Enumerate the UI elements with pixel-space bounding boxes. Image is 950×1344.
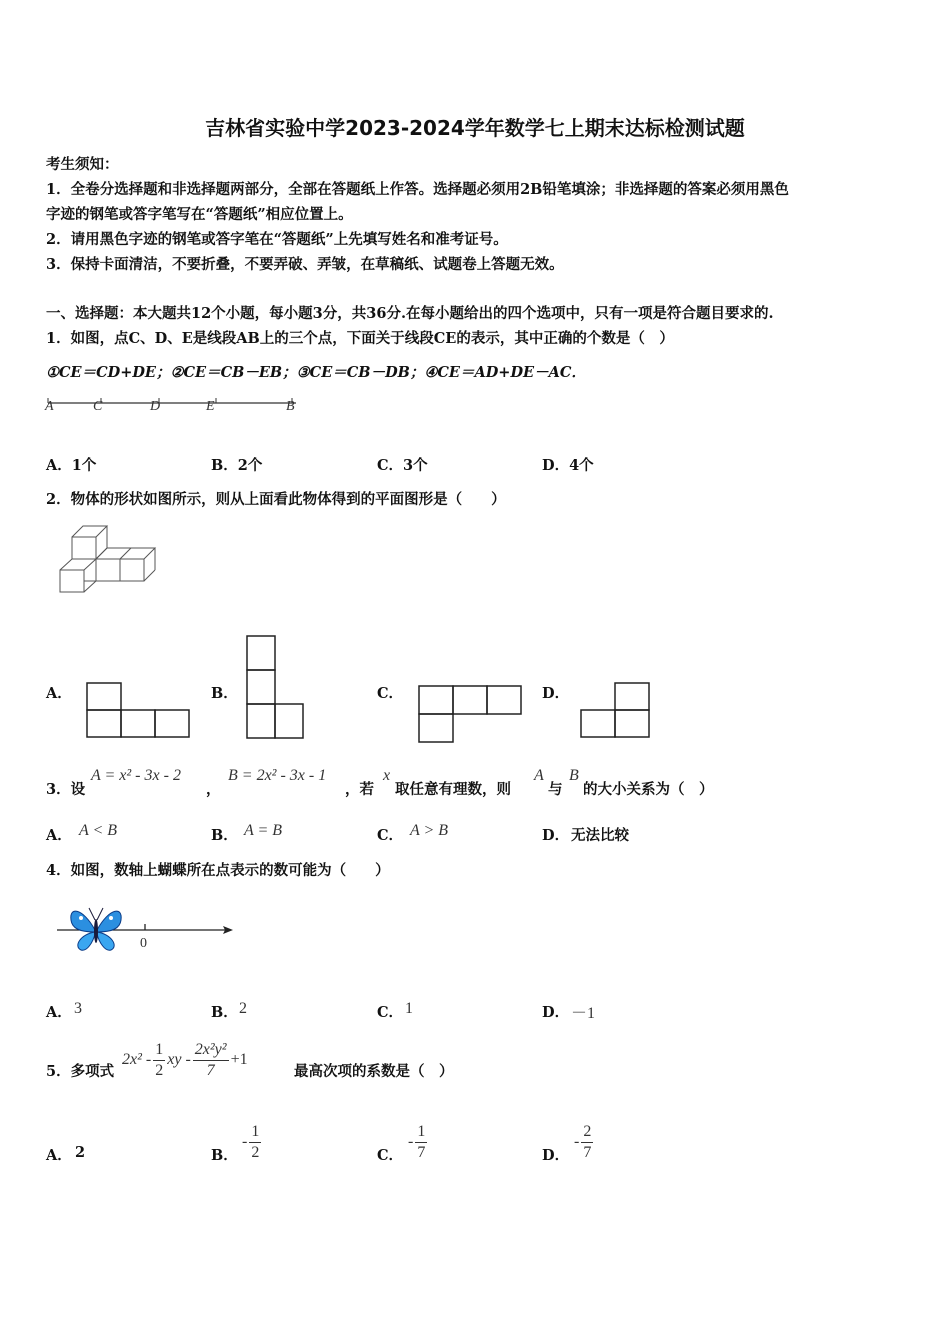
option-b-label[interactable]: B． xyxy=(211,827,238,844)
option-b-value[interactable]: 2 xyxy=(239,1000,247,1017)
variable-a: A xyxy=(534,767,544,784)
point-label: C xyxy=(93,399,103,414)
expression-a: A = x² - 3x - 2 xyxy=(91,767,181,784)
segment-ab-figure xyxy=(44,392,304,422)
question-3-text: 与 xyxy=(548,781,563,798)
term-1: 2x² - xyxy=(122,1051,152,1068)
question-4-stem: 4．如图，数轴上蝴蝶所在点表示的数可能为（ ） xyxy=(46,862,390,879)
numerator: 2 xyxy=(581,1122,593,1143)
polynomial-expression xyxy=(122,1037,248,1083)
option-b-shape[interactable] xyxy=(246,635,306,740)
question-1-stem: 1．如图，点C、D、E是线段AB上的三个点，下面关于线段CE的表示，其中正确的个数是（ ） xyxy=(46,330,674,347)
notice-item: 字迹的钢笔或答字笔写在“答题纸”相应位置上。 xyxy=(46,206,353,223)
option-a-label[interactable]: A． xyxy=(46,685,72,702)
option-c-value[interactable]: A > B xyxy=(410,822,449,839)
question-5-prefix: 5．多项式 xyxy=(46,1063,115,1080)
option-d[interactable]: D．4个 xyxy=(542,457,594,474)
term-2: xy - xyxy=(167,1051,191,1068)
option-a-shape[interactable] xyxy=(86,682,191,740)
option-a-value[interactable]: A < B xyxy=(79,822,118,839)
option-c-label[interactable]: C． xyxy=(377,1004,404,1021)
option-d-value[interactable] xyxy=(574,1119,595,1165)
notice-heading: 考生须知： xyxy=(46,156,119,173)
minus-sign: - xyxy=(574,1133,580,1150)
option-b-label[interactable]: B． xyxy=(211,685,238,702)
option-b-label[interactable]: B． xyxy=(211,1147,238,1164)
minus-sign: - xyxy=(408,1133,414,1150)
expression-b: B = 2x² - 3x - 1 xyxy=(228,767,327,784)
option-a-value[interactable]: 3 xyxy=(74,1000,82,1017)
fraction-2-numerator: 2x²y² xyxy=(193,1040,229,1061)
option-c-fraction xyxy=(415,1122,427,1163)
point-label: E xyxy=(206,399,215,414)
point-label: A xyxy=(45,399,54,414)
option-d-value[interactable]: 无法比较 xyxy=(571,827,629,844)
option-d-value[interactable]: －1 xyxy=(571,1005,596,1022)
question-2-stem: 2．物体的形状如图所示，则从上面看此物体得到的平面图形是（ ） xyxy=(46,491,506,508)
option-d-label[interactable]: D． xyxy=(542,685,570,702)
variable-b: B xyxy=(569,767,579,784)
option-c-value[interactable] xyxy=(408,1119,429,1165)
question-1-statements: ①CE＝CD+DE；②CE＝CB－EB；③CE＝CB－DB；④CE＝AD+DE－AC． xyxy=(46,364,586,381)
point-label: B xyxy=(286,399,295,414)
option-d-label[interactable]: D． xyxy=(542,1004,570,1021)
notice-item: 3．保持卡面清洁，不要折叠，不要弄破、弄皱，在草稿纸、试题卷上答题无效。 xyxy=(46,256,564,273)
question-3-prefix: 3．设 xyxy=(46,781,86,798)
notice-item: 2．请用黑色字迹的钢笔或答字笔在“答题纸”上先填写姓名和准考证号。 xyxy=(46,231,508,248)
question-5-suffix: 最高次项的系数是（ ） xyxy=(294,1063,454,1080)
page-title: 吉林省实验中学2023-2024学年数学七上期末达标检测试题 xyxy=(205,116,745,140)
option-b-value[interactable]: A = B xyxy=(244,822,283,839)
fraction-1-numerator: 1 xyxy=(153,1040,165,1061)
option-b-label[interactable]: B． xyxy=(211,1004,238,1021)
butterfly-icon xyxy=(71,908,121,950)
option-c[interactable]: C．3个 xyxy=(377,457,428,474)
fraction-1 xyxy=(153,1040,165,1081)
denominator: 7 xyxy=(417,1143,426,1161)
axis-zero-label: 0 xyxy=(140,936,147,951)
number-line-figure xyxy=(55,900,240,960)
option-c-label[interactable]: C． xyxy=(377,685,404,702)
option-d-label[interactable]: D． xyxy=(542,1147,570,1164)
option-b[interactable]: B．2个 xyxy=(211,457,263,474)
question-3-suffix: 的大小关系为（ ） xyxy=(583,781,714,798)
fraction-2 xyxy=(193,1040,229,1081)
option-a-label[interactable]: A． xyxy=(46,827,72,844)
option-c-value[interactable]: 1 xyxy=(405,1000,413,1017)
minus-sign: - xyxy=(242,1133,248,1150)
point-label: D xyxy=(150,399,161,414)
numerator: 1 xyxy=(415,1122,427,1143)
option-c-label[interactable]: C． xyxy=(377,1147,404,1164)
notice-item: 1．全卷分选择题和非选择题两部分，全部在答题纸上作答。选择题必须用2B铅笔填涂；非选择题的答案必须用黑色 xyxy=(46,181,789,198)
fraction-2-denominator: 7 xyxy=(206,1061,215,1079)
option-c-label[interactable]: C． xyxy=(377,827,404,844)
denominator: 2 xyxy=(251,1143,260,1161)
option-b-value[interactable] xyxy=(242,1119,263,1165)
variable-x: x xyxy=(383,767,391,784)
numerator: 1 xyxy=(249,1122,261,1143)
comma: ， xyxy=(206,781,221,798)
section-heading: 一、选择题：本大题共12个小题，每小题3分，共36分.在每小题给出的四个选项中，只有一项是符合题目要求的. xyxy=(46,305,774,322)
option-a-label[interactable]: A． xyxy=(46,1004,72,1021)
option-b-fraction xyxy=(249,1122,261,1163)
option-d-label[interactable]: D． xyxy=(542,827,570,844)
option-c-shape[interactable] xyxy=(418,685,524,745)
option-a[interactable]: A．1个 xyxy=(46,457,97,474)
term-3: +1 xyxy=(230,1051,248,1068)
fraction-1-denominator: 2 xyxy=(155,1061,164,1079)
option-a-label[interactable]: A． xyxy=(46,1147,72,1164)
option-d-fraction xyxy=(581,1122,593,1163)
question-3-text: ，若 xyxy=(345,781,374,798)
option-d-shape[interactable] xyxy=(580,682,652,740)
option-a-value[interactable]: 2 xyxy=(75,1144,86,1161)
question-3-text: 取任意有理数，则 xyxy=(395,781,511,798)
denominator: 7 xyxy=(583,1143,592,1161)
cube-solid-figure xyxy=(55,520,170,600)
